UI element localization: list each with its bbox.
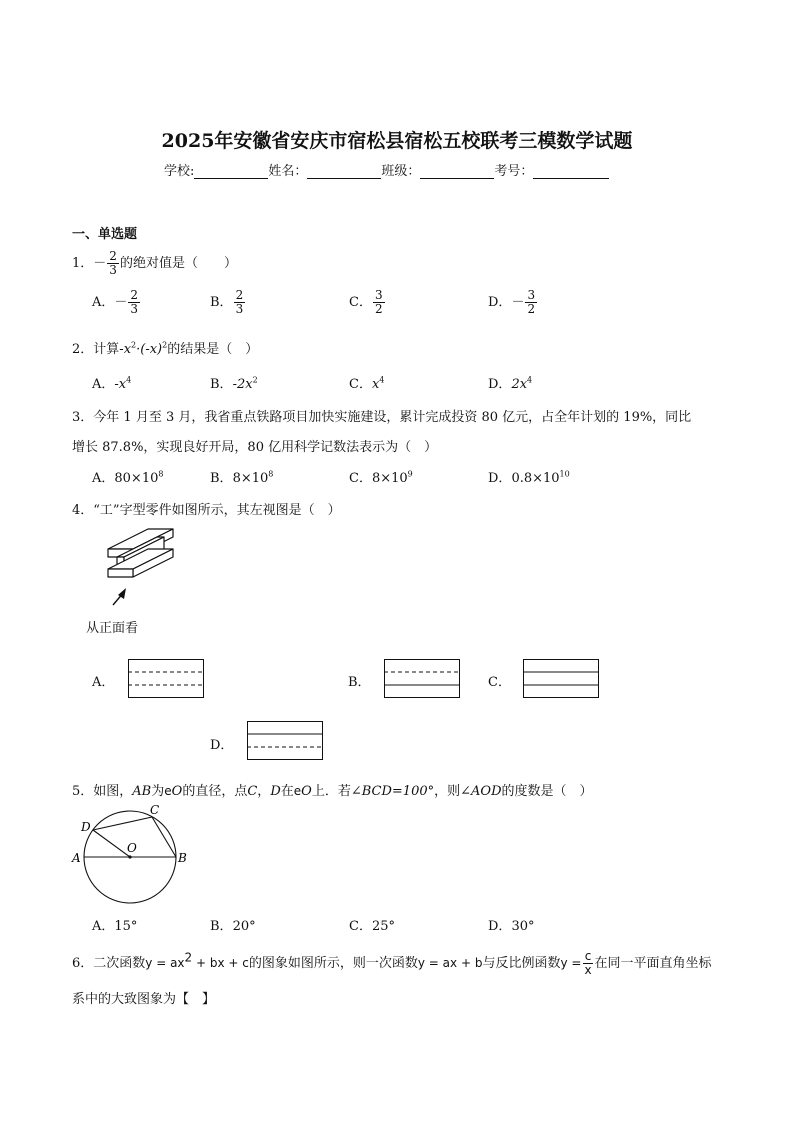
q4-option-a-figure[interactable] (128, 659, 204, 698)
frac-den: 2 (527, 302, 536, 316)
question-4 (72, 499, 341, 518)
name-label: 姓名： (268, 164, 308, 179)
q6-text: 二次函数 (93, 956, 146, 971)
option-sign: － (114, 295, 128, 310)
frac-num: c (584, 949, 592, 963)
question-3-line2: 增长 87.8%，实现良好开局，80 亿用科学记数法表示为（ ） (72, 440, 438, 455)
q3-option-a[interactable] (92, 467, 163, 486)
q5-angle-bcd: ∠BCD=100° (350, 784, 435, 799)
q5-option-c[interactable] (349, 915, 395, 934)
option-sign: － (511, 295, 525, 310)
point-o-label: O (127, 841, 137, 855)
q5-c: C (247, 784, 258, 799)
frac-den: 3 (235, 302, 244, 316)
option-label: B． (210, 295, 233, 310)
q2-option-c[interactable] (349, 373, 384, 392)
q5-ab: AB (132, 784, 152, 799)
point-a-label: A (72, 851, 81, 865)
q1-option-a[interactable] (92, 289, 141, 316)
question-5 (72, 780, 593, 799)
q2-option-d[interactable] (488, 373, 532, 392)
circle-figure (70, 803, 192, 907)
frac-den: x (584, 963, 592, 977)
option-fraction (525, 289, 537, 316)
q5-angle-aod: ∠AOD (460, 784, 502, 799)
option-label: C． (349, 919, 372, 934)
point-c-label: C (150, 803, 160, 817)
frac-num: 2 (130, 288, 139, 302)
q1-option-b[interactable] (210, 289, 246, 316)
q3-option-b[interactable] (210, 467, 273, 486)
q5-sep: ， (257, 784, 271, 799)
frac-den: 2 (374, 302, 383, 316)
class-label: 班级： (381, 164, 421, 179)
q4-figure-caption: 从正面看 (86, 621, 139, 636)
option-fraction (373, 289, 385, 316)
option-base: 0.8×10 (511, 471, 560, 486)
q2-pre: 计算 (93, 342, 120, 357)
page-title: 2025年安徽省安庆市宿松县宿松五校联考三模数学试题 (161, 130, 633, 152)
q6-formula-quadratic: y = ax (145, 956, 185, 970)
q2-option-a[interactable] (92, 373, 131, 392)
q6-number: 6． (72, 956, 94, 971)
q4-option-d-label[interactable]: D． (210, 738, 234, 753)
option-fraction (234, 289, 246, 316)
option-label: B． (210, 377, 233, 392)
option-value: 30° (511, 919, 535, 934)
q5-text: 的直径，点 (182, 784, 248, 799)
option-exp: 2 (252, 375, 258, 385)
option-label: A． (92, 295, 115, 310)
q6-text: 在同一平面直角坐标 (594, 956, 712, 971)
q4-option-b-figure[interactable] (384, 659, 460, 698)
frac-num: 2 (235, 288, 244, 302)
option-exp: 10 (559, 469, 570, 479)
q4-option-c-label[interactable]: C． (488, 675, 511, 690)
option-value: 20° (232, 919, 256, 934)
q5-text: ，则 (434, 784, 461, 799)
option-label: D． (488, 471, 512, 486)
q4-option-a-label[interactable]: A． (92, 675, 115, 690)
option-label: B． (210, 471, 233, 486)
q2-exp1: 2 (131, 340, 137, 350)
question-2 (72, 338, 258, 357)
q5-option-b[interactable] (210, 915, 256, 934)
q5-number: 5． (72, 784, 94, 799)
point-b-label: B (178, 851, 187, 865)
question-6 (72, 950, 712, 977)
option-base: -2x (232, 377, 253, 392)
option-label: A． (92, 377, 115, 392)
q2-text: 的结果是（ ） (167, 342, 259, 357)
q6-formula-exp: 2 (184, 950, 193, 965)
q2-mid: ·(-x) (136, 342, 163, 357)
q5-o: O (171, 784, 183, 799)
option-label: B． (210, 919, 233, 934)
frac-den: 3 (130, 302, 139, 316)
number-label: 考号： (494, 164, 534, 179)
option-label: A． (92, 471, 115, 486)
q3-number: 3． (72, 410, 94, 425)
q6-text: 的图象如图所示，则一次函数 (248, 956, 418, 971)
q4-number: 4． (72, 503, 94, 518)
q3-option-d[interactable] (488, 467, 570, 486)
q5-o: O (301, 784, 312, 799)
option-label: C． (349, 295, 372, 310)
option-label: C． (349, 377, 372, 392)
school-label: 学校: (164, 164, 195, 179)
q5-option-d[interactable] (488, 915, 534, 934)
q5-option-a[interactable] (92, 915, 137, 934)
option-exp: 9 (407, 469, 413, 479)
question-1 (72, 250, 237, 277)
option-label: D． (488, 377, 512, 392)
option-base: 8×10 (371, 471, 408, 486)
q1-number: 1． (72, 256, 94, 271)
q5-text: 的度数是（ ） (501, 784, 593, 799)
i-beam-figure (95, 527, 185, 617)
frac-num: 3 (374, 288, 383, 302)
option-value: 15° (114, 919, 138, 934)
option-base: x (371, 377, 380, 392)
q2-exp2: 2 (162, 340, 168, 350)
q1-option-d[interactable] (488, 289, 538, 316)
option-base: 2x (511, 377, 528, 392)
q3-line1: 今年 1 月至 3 月，我省重点铁路项目加快实施建设，累计完成投资 80 亿元，占全年计划的 19%，同比 (93, 410, 692, 425)
q6-formula-inverse: y = (560, 956, 582, 970)
option-label: A． (92, 919, 115, 934)
q4-option-c-figure[interactable] (523, 659, 599, 698)
q6-text: 与反比例函数 (482, 956, 561, 971)
q2-expr: -x (119, 342, 132, 357)
q5-text: 如图， (93, 784, 133, 799)
section-heading: 一、单选题 (72, 227, 138, 242)
option-exp: 4 (527, 375, 533, 385)
q2-option-b[interactable] (210, 373, 258, 392)
q6-fraction (582, 950, 593, 977)
option-base: 8×10 (232, 471, 269, 486)
q5-text: 在 (280, 784, 294, 799)
option-label: D． (488, 919, 512, 934)
option-value: 25° (371, 919, 395, 934)
point-d-label: D (81, 820, 91, 834)
question-3 (72, 406, 691, 425)
frac-num: 3 (527, 288, 536, 302)
class-blank[interactable] (420, 164, 494, 179)
option-label: D． (488, 295, 512, 310)
circle-symbol: e (164, 784, 172, 798)
option-exp: 4 (379, 375, 385, 385)
option-exp: 8 (158, 469, 164, 479)
q1-frac-num: 2 (109, 249, 117, 263)
q1-frac-den: 3 (109, 263, 117, 277)
option-base: -x (114, 377, 127, 392)
q4-option-d-figure[interactable] (247, 721, 323, 760)
option-exp: 4 (126, 375, 132, 385)
q1-option-c[interactable] (349, 289, 386, 316)
q5-text: 为 (151, 784, 165, 799)
q2-number: 2． (72, 342, 94, 357)
school-blank[interactable] (194, 164, 268, 179)
q1-neg: － (93, 256, 107, 271)
q6-formula-linear: y = ax + b (417, 956, 483, 970)
q4-option-b-label[interactable]: B． (348, 675, 371, 690)
name-blank[interactable] (307, 164, 381, 179)
q3-option-c[interactable] (349, 467, 413, 486)
number-blank[interactable] (533, 164, 609, 179)
option-exp: 8 (268, 469, 274, 479)
q1-fraction (107, 250, 119, 277)
option-base: 80×10 (114, 471, 159, 486)
q6-formula-quadratic-rest: + bx + c (192, 956, 249, 970)
question-6-line2: 系中的大致图象为【 】 (72, 992, 216, 1007)
q4-text: “工”字型零件如图所示，其左视图是（ ） (93, 503, 341, 518)
option-fraction (128, 289, 140, 316)
q1-text: 的绝对值是（ ） (119, 256, 237, 271)
student-info-row (164, 160, 609, 179)
q5-d: D (270, 784, 281, 799)
circle-symbol: e (293, 784, 302, 798)
q5-text: 上．若 (311, 784, 351, 799)
option-label: C． (349, 471, 372, 486)
